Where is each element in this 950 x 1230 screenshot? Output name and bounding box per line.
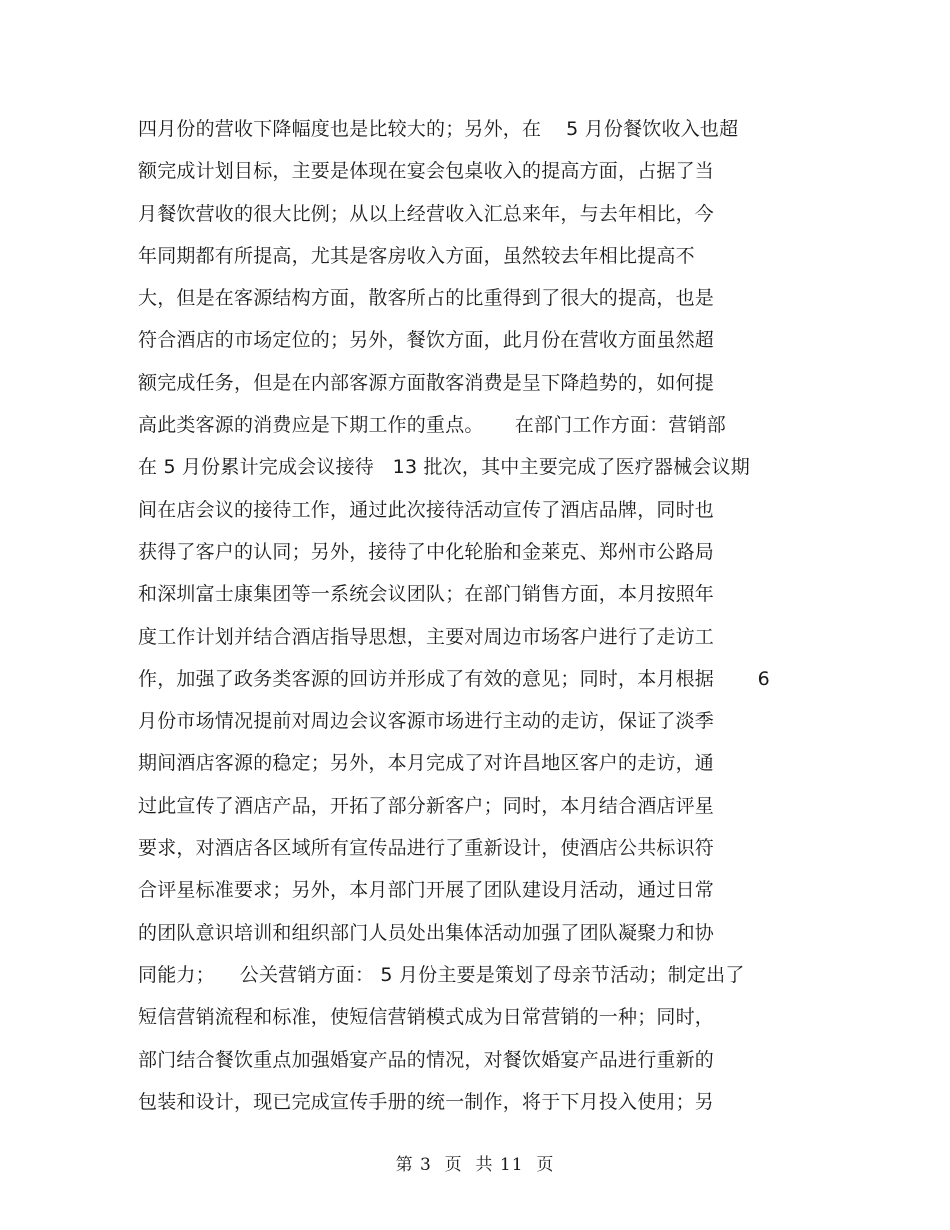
text-line: 作，加强了政务类客源的回访并形成了有效的意见；同时，本月根据 6 — [138, 667, 770, 690]
text-line: 月餐饮营收的很大比例；从以上经营收入汇总来年，与去年相比，今 — [138, 202, 715, 225]
text-line: 短信营销流程和标准，使短信营销模式成为日常营销的一种；同时， — [138, 1006, 715, 1029]
text-line: 额完成计划目标，主要是体现在宴会包桌收入的提高方面，占据了当 — [138, 160, 715, 183]
text-line: 过此宣传了酒店产品，开拓了部分新客户；同时，本月结合酒店评星 — [138, 794, 715, 817]
text-line: 符合酒店的市场定位的；另外，餐饮方面，此月份在营收方面虽然超 — [138, 329, 715, 352]
text-line: 包装和设计，现已完成宣传手册的统一制作，将于下月投入使用；另 — [138, 1090, 715, 1113]
text-line: 在 5 月份累计完成会议接待 13 批次，其中主要完成了医疗器械会议期 — [138, 456, 750, 479]
text-line: 合评星标准要求；另外，本月部门开展了团队建设月活动，通过日常 — [138, 879, 715, 902]
text-line: 期间酒店客源的稳定；另外，本月完成了对许昌地区客户的走访，通 — [138, 752, 715, 775]
page-number-footer: 第 3 页 共 11 页 — [395, 1155, 555, 1175]
text-line: 度工作计划并结合酒店指导思想，主要对周边市场客户进行了走访工 — [138, 625, 715, 648]
text-line: 四月份的营收下降幅度也是比较大的；另外，在 5 月份餐饮收入也超 — [138, 118, 739, 140]
text-line: 高此类客源的消费应是下期工作的重点。 在部门工作方面：营销部 — [138, 414, 726, 437]
text-line: 年同期都有所提高，尤其是客房收入方面，虽然较去年相比提高不 — [138, 244, 695, 267]
text-line: 获得了客户的认同；另外，接待了中化轮胎和金莱克、郑州市公路局 — [138, 540, 715, 563]
text-line: 的团队意识培训和组织部门人员处出集体活动加强了团队凝聚力和协 — [138, 921, 715, 944]
text-line: 同能力； 公关营销方面： 5 月份主要是策划了母亲节活动；制定出了 — [138, 963, 745, 986]
text-line: 大，但是在客源结构方面，散客所占的比重得到了很大的提高，也是 — [138, 287, 715, 310]
body-text — [138, 112, 838, 1127]
text-line: 部门结合餐饮重点加强婚宴产品的情况，对餐饮婚宴产品进行重新的 — [138, 1048, 715, 1071]
text-line: 月份市场情况提前对周边会议客源市场进行主动的走访，保证了淡季 — [138, 710, 715, 733]
text-line: 间在店会议的接待工作，通过此次接待活动宣传了酒店品牌，同时也 — [138, 498, 715, 521]
text-line: 额完成任务，但是在内部客源方面散客消费是呈下降趋势的，如何提 — [138, 371, 715, 394]
text-line: 要求，对酒店各区域所有宣传品进行了重新设计，使酒店公共标识符 — [138, 837, 715, 860]
text-line: 和深圳富士康集团等一系统会议团队；在部门销售方面，本月按照年 — [138, 583, 715, 606]
